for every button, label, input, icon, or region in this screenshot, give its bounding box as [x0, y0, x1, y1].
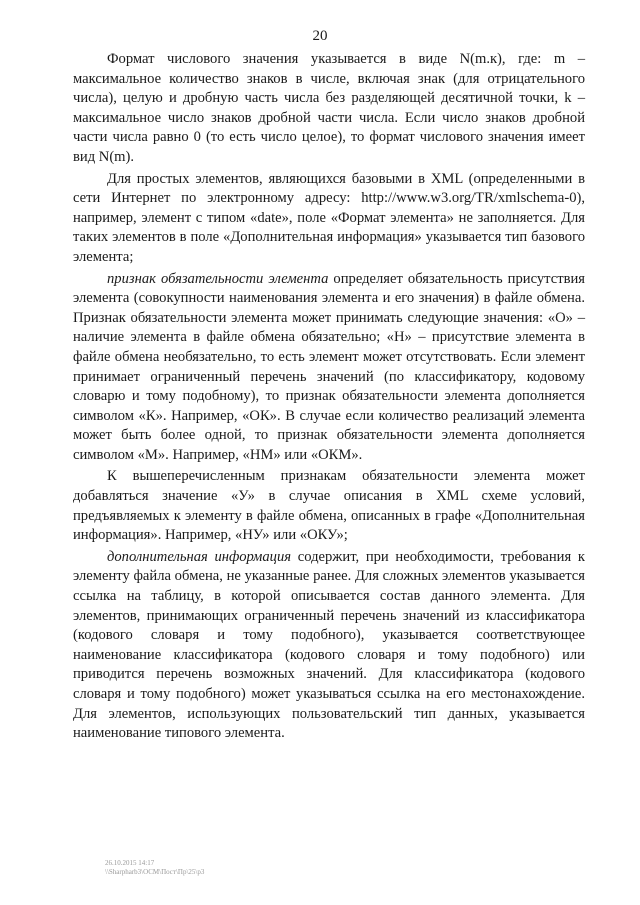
file-stamp-date: 26.10.2015 14:17 [105, 859, 155, 867]
paragraph-condition-value: К вышеперечисленным признакам обязательности элемента может добавляться значение «У» в случае описания в XML схеме условий, предъявляемых к элементу в файле обмена, описанных в графе «Дополнительная информация». Например, «НУ» или «ОКУ»; [73, 468, 585, 544]
paragraph-obligation-sign [73, 270, 585, 466]
file-stamp-path: \\Sharpharb3\ОСМ\Пост\Пр\25\р3 [105, 868, 205, 876]
page-number: 20 [312, 28, 328, 44]
additional-info-description: содержит, при необходимости, требования к элементу файла обмена, не указанные ранее. Для сложных элементов указывается ссылка на таблицу, в которой описывается состав данного элемента. Для элементов, принимающих ограниченный перечень значений из классификатора (кодового словаря и тому подобного), указывается соответствующее наименование классификатора (кодового словаря и тому подобного) или приводится перечень возможных значений. Для классификатора (кодового словаря и тому подобного) может указываться ссылка на его местонахождение. Для элементов, использующих пользовательский тип данных, указывается наименование типового элемента. [73, 548, 585, 742]
paragraph-base-elements: Для простых элементов, являющихся базовыми в XML (определенными в сети Интернет по электронному адресу: http://www.w3.org/TR/xmlschema-0), например, элемент с типом «date», поле «Формат элемента» не заполняется. Для таких элементов в поле «Дополнительная информация» указывается тип базового элемента; [73, 170, 585, 265]
paragraph-number-format: Формат числового значения указывается в виде N(m.к), где: m – максимальное количество знаков в числе, включая знак (для отрицательного числа), целую и дробную часть числа без разделяющей десятичной точки, k – максимальное число знаков дробной части числа. Если число знаков дробной части числа равно 0 (то есть число целое), то формат числового значения имеет вид N(m). [73, 51, 585, 165]
paragraph-additional-info [73, 548, 585, 744]
term-obligation-sign: признак обязательности элемента [107, 270, 329, 287]
obligation-sign-description: определяет обязательность присутствия элемента (совокупности наименования элемента и его значения) в файле обмена. Признак обязательности элемента может принимать следующие значения: «О» – наличие элемента в файле обмена обязательно; «Н» – присутствие элемента в файле обмена необязательно, то есть элемент может отсутствовать. Если элемент принимает ограниченный перечень значений (по классификатору, кодовому словарю и тому подобному), то признак обязательности элемента дополняется символом «К». Например, «ОК». В случае если количество реализаций элемента может быть более одной, то признак обязательности элемента дополняется символом «М». Например, «НМ» или «ОКМ». [73, 270, 585, 463]
document-body [73, 50, 585, 746]
term-additional-info: дополнительная информация [107, 548, 292, 565]
file-stamp [105, 859, 204, 877]
